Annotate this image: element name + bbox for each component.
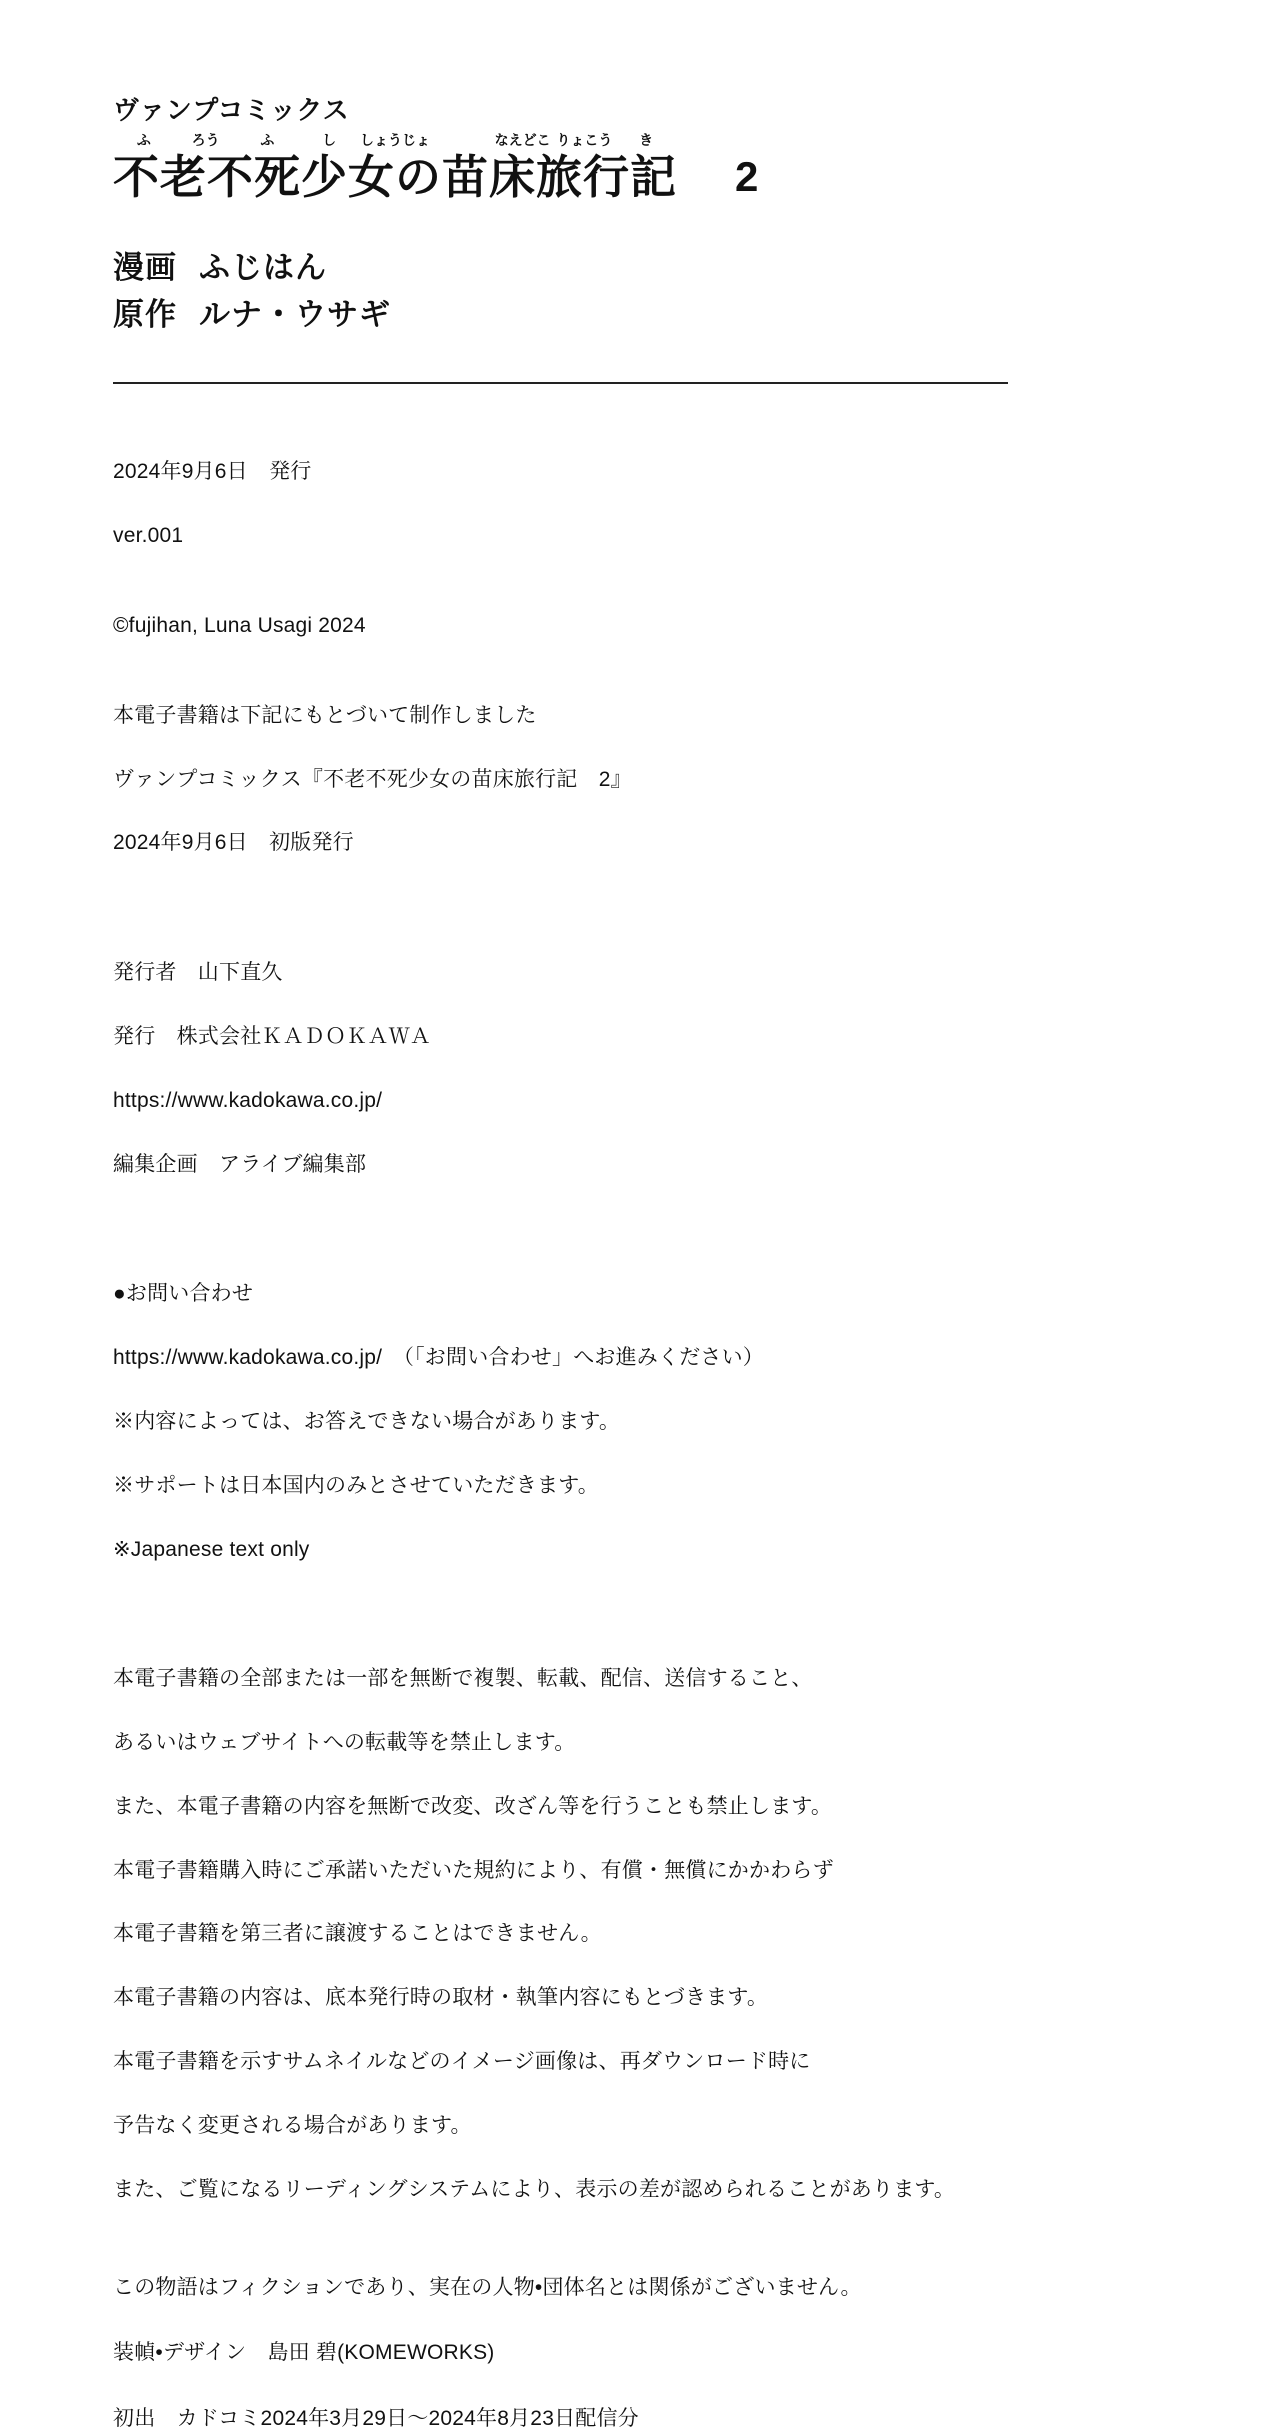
ruby-char bbox=[430, 133, 492, 147]
contact-note: ※サポートは日本国内のみとさせていただきます。 bbox=[113, 1473, 599, 1497]
terms-line: また、本電子書籍の内容を無断で改変、改ざん等を行うことも禁止します。 bbox=[113, 1794, 833, 1818]
credit-role: 漫画 bbox=[113, 250, 177, 286]
source-note-line: ヴァンプコミックス『不老不死少女の苗床旅行記 2』 bbox=[113, 767, 632, 791]
version: ver.001 bbox=[113, 524, 184, 548]
source-note-line: 本電子書籍は下記にもとづいて制作しました bbox=[113, 703, 537, 727]
ruby-char: し bbox=[322, 132, 337, 149]
credit-role: 原作 bbox=[113, 297, 177, 333]
ruby-char: ろう bbox=[191, 132, 220, 149]
contact-heading: ●お問い合わせ bbox=[113, 1282, 254, 1306]
ruby-char: りょこう bbox=[556, 132, 613, 149]
terms-line: 予告なく変更される場合があります。 bbox=[113, 2113, 472, 2137]
contact-url[interactable]: https://www.kadokawa.co.jp/ （「お問い合わせ」へお進みください） bbox=[113, 1346, 764, 1370]
credit-name: ふじはん bbox=[199, 250, 327, 286]
credit-row-original bbox=[113, 291, 1170, 338]
title-ruby bbox=[113, 133, 677, 147]
terms-line: 本電子書籍を示すサムネイルなどのイメージ画像は、再ダウンロード時に bbox=[113, 2050, 811, 2074]
copyright-line: ©fujihan, Luna Usagi 2024 bbox=[113, 613, 366, 637]
title-row bbox=[113, 132, 1170, 204]
terms-section bbox=[113, 1631, 1170, 2237]
publisher-url[interactable]: https://www.kadokawa.co.jp/ bbox=[113, 1088, 383, 1112]
contact-note: ※Japanese text only bbox=[113, 1537, 310, 1561]
terms-line: 本電子書籍の内容は、底本発行時の取材・執筆内容にもとづきます。 bbox=[113, 1986, 769, 2010]
editorial-dept: 編集企画 アライブ編集部 bbox=[113, 1152, 367, 1176]
publisher-person: 発行者 山下直久 bbox=[113, 961, 283, 985]
ruby-char: ふ bbox=[136, 132, 151, 149]
terms-line: 本電子書籍の全部または一部を無断で複製、転載、配信、送信すること、 bbox=[113, 1667, 813, 1691]
volume-number: 2 bbox=[735, 153, 759, 201]
terms-line: あるいはウェブサイトへの転載等を禁止します。 bbox=[113, 1731, 576, 1755]
credit-row-manga bbox=[113, 244, 1170, 291]
imprint-label: ヴァンプコミックス bbox=[113, 95, 350, 125]
book-title bbox=[113, 132, 677, 204]
terms-line: 本電子書籍を第三者に譲渡することはできません。 bbox=[113, 1922, 602, 1946]
contact-note: ※内容によっては、お答えできない場合があります。 bbox=[113, 1409, 621, 1433]
publisher-info bbox=[113, 925, 1170, 1212]
publication-date: 2024年9月6日 発行 bbox=[113, 460, 312, 484]
terms-line: 本電子書籍購入時にご承諾いただいた規約により、有償・無償にかかわらず bbox=[113, 1858, 834, 1882]
ruby-char: しょうじょ bbox=[360, 132, 430, 149]
divider bbox=[113, 382, 1008, 384]
first-publication: 初出 カドコミ2024年3月29日〜2024年8月23日配信分 bbox=[113, 2407, 639, 2431]
terms-line: また、ご覧になるリーディングシステムにより、表示の差が認められることがあります。 bbox=[113, 2177, 956, 2201]
source-note bbox=[113, 668, 1170, 891]
publication-info bbox=[113, 424, 1170, 584]
fiction-disclaimer: この物語はフィクションであり、実在の人物•団体名とは関係がございません。 bbox=[113, 2275, 862, 2299]
ruby-char: き bbox=[639, 132, 654, 149]
ruby-char: ふ bbox=[260, 132, 275, 149]
ruby-char: なえどこ bbox=[494, 132, 551, 149]
design-credit: 装幀•デザイン 島田 碧(KOMEWORKS) bbox=[113, 2341, 495, 2365]
publisher-company: 発行 株式会社ＫＡＤＯＫＡＷＡ bbox=[113, 1024, 431, 1048]
credits bbox=[113, 244, 1170, 338]
contact-section bbox=[113, 1246, 1170, 1597]
book-title-text: 不老不死少女の苗床旅行記 bbox=[113, 151, 677, 204]
credit-name: ルナ・ウサギ bbox=[199, 297, 391, 333]
source-note-line: 2024年9月6日 初版発行 bbox=[113, 831, 354, 855]
